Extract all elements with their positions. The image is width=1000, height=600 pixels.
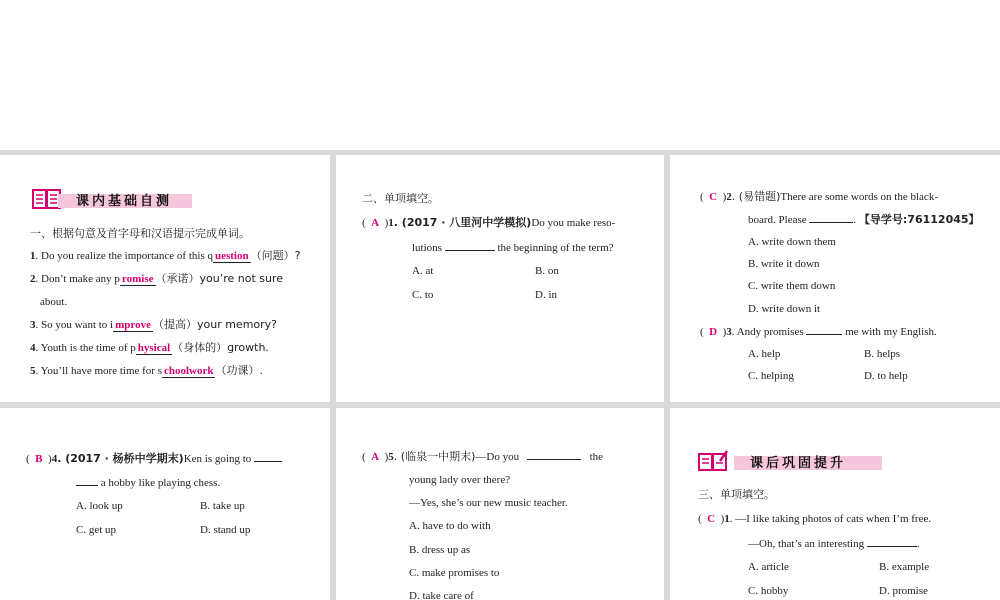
question-number: 3 <box>726 326 732 338</box>
question-text: . —I like taking photos of cats when I’m free. <box>729 513 932 525</box>
question-5 <box>362 449 603 464</box>
item-answer: mprove <box>115 319 151 331</box>
question-text: . <box>916 538 920 550</box>
item-hint: （功课）. <box>215 364 263 377</box>
section-title: 一、根据句意及首字母和汉语提示完成单词。 <box>30 227 250 240</box>
section-header <box>32 188 202 212</box>
option-d: D. stand up <box>200 524 251 536</box>
item-answer: hysical <box>137 342 171 354</box>
item-number: 3 <box>30 319 36 331</box>
item-2 <box>30 272 283 286</box>
question-5-line2: young lady over there? <box>409 474 511 486</box>
answer-blank <box>76 475 98 486</box>
answer-letter: C <box>709 191 718 203</box>
option-b: B. dress up as <box>409 544 471 556</box>
option-c: C. hobby <box>748 585 789 597</box>
question-1 <box>698 512 931 526</box>
panel-choice-3 <box>0 408 330 600</box>
item-answer: uestion <box>214 250 249 262</box>
question-number: 1 <box>724 513 730 525</box>
answer-blank <box>527 449 581 460</box>
item-number: 1 <box>30 250 36 262</box>
item-number: 4 <box>30 342 36 354</box>
answer-letter: B <box>35 453 43 465</box>
question-2 <box>700 190 938 204</box>
option-c: C. to <box>412 289 434 301</box>
option-b: B. helps <box>864 348 901 360</box>
item-hint: （提高）your memory? <box>152 318 278 331</box>
item-hint: （身体的）growth. <box>172 341 269 354</box>
section-title: 三、单项填空。 <box>698 488 775 501</box>
item-answer: romise <box>121 273 154 285</box>
question-text: the <box>589 451 604 463</box>
option-a: A. article <box>748 561 789 573</box>
question-3 <box>700 324 937 339</box>
question-text: There are some words on the black- <box>780 191 938 203</box>
question-source: . (易错题) <box>731 190 781 203</box>
header-title: 课后巩固提升 <box>750 456 847 471</box>
answer-blank <box>445 240 495 251</box>
question-5-line3: —Yes, she’s our new music teacher. <box>409 497 568 509</box>
option-d: D. to help <box>864 370 908 382</box>
paren: ( <box>362 451 366 463</box>
question-text: . Andy promises <box>731 326 804 338</box>
question-number: 4 <box>51 453 58 465</box>
paren: ( <box>700 191 704 203</box>
paren: ) <box>722 326 727 338</box>
item-2-continued: about. <box>40 296 68 308</box>
question-text: . <box>853 214 857 226</box>
question-text: Ken is going to <box>183 453 252 465</box>
option-a: A. help <box>748 348 781 360</box>
question-text: a hobby like playing chess. <box>100 477 221 489</box>
section-title: 二、单项填空。 <box>362 192 439 205</box>
item-text: . Do you realize the importance of this q <box>35 250 213 262</box>
question-2-line2 <box>748 212 980 227</box>
item-4 <box>30 341 269 355</box>
paren: ) <box>48 453 52 465</box>
paren: ) <box>722 191 727 203</box>
answer-blank <box>867 536 917 547</box>
question-text: Do you make reso- <box>531 217 616 229</box>
option-d: D. write down it <box>748 303 821 315</box>
item-text: . Don’t make any p <box>35 273 120 285</box>
option-b: B. example <box>879 561 930 573</box>
answer-blank <box>809 212 853 223</box>
question-text: —Oh, that’s an interesting <box>748 538 865 550</box>
question-source: . (临泉一中期末) <box>393 450 476 463</box>
paren: ) <box>384 451 389 463</box>
paren: ( <box>700 326 704 338</box>
option-c: C. helping <box>748 370 794 382</box>
option-c: C. write them down <box>748 280 836 292</box>
item-text: . So you want to i <box>35 319 114 331</box>
option-d: D. in <box>535 289 557 301</box>
question-number: 2 <box>726 191 732 203</box>
item-text: . You’ll have more time for s <box>35 365 162 377</box>
option-b: B. on <box>535 265 559 277</box>
answer-letter: A <box>371 217 380 229</box>
section-header <box>698 450 898 474</box>
option-a: A. look up <box>76 500 123 512</box>
panel-choice-2 <box>670 155 1000 402</box>
option-c: C. get up <box>76 524 117 536</box>
paren: ( <box>26 453 30 465</box>
option-d: D. promise <box>879 585 928 597</box>
question-source: . (2017 · 杨桥中学期末) <box>57 452 184 465</box>
item-text: . Youth is the time of p <box>35 342 136 354</box>
question-text: me with my English. <box>845 326 937 338</box>
question-number: 5 <box>388 451 394 463</box>
question-1-line2 <box>748 536 920 551</box>
paren: ( <box>698 513 702 525</box>
item-number: 5 <box>30 365 36 377</box>
question-4 <box>26 451 282 466</box>
answer-blank <box>254 451 282 462</box>
item-3 <box>30 318 277 332</box>
question-number: 1 <box>388 217 394 229</box>
book-pen-icon <box>698 450 728 472</box>
panel-choice-4 <box>336 408 664 600</box>
answer-letter: A <box>371 451 380 463</box>
item-hint: （问题）? <box>250 249 301 262</box>
header-title: 课内基础自测 <box>76 194 173 209</box>
question-4-line2 <box>76 475 220 490</box>
option-a: A. have to do with <box>409 520 491 532</box>
answer-blank <box>806 324 842 335</box>
option-b: B. write it down <box>748 258 820 270</box>
question-text: the beginning of the term? <box>497 242 614 254</box>
option-a: A. at <box>412 265 434 277</box>
question-text: lutions <box>412 242 442 254</box>
question-1-line2 <box>412 240 614 255</box>
question-1 <box>362 216 615 230</box>
panel-choice-1 <box>336 155 664 402</box>
answer-letter: C <box>707 513 716 525</box>
panel-basic-test <box>0 155 330 402</box>
option-c: C. make promises to <box>409 567 500 579</box>
paren: ) <box>720 513 725 525</box>
option-d: D. take care of <box>409 590 474 600</box>
item-hint: （承诺）you’re not sure <box>155 272 284 285</box>
option-a: A. write down them <box>748 236 836 248</box>
item-5 <box>30 364 263 378</box>
question-text: board. Please <box>748 214 807 226</box>
paren: ) <box>384 217 389 229</box>
item-answer: choolwork <box>163 365 214 377</box>
item-number: 2 <box>30 273 36 285</box>
item-1 <box>30 249 300 263</box>
answer-letter: D <box>709 326 718 338</box>
panel-after-class <box>670 408 1000 600</box>
guide-number-tag: 【导学号:76112045】 <box>858 213 980 226</box>
option-b: B. take up <box>200 500 245 512</box>
question-source: . (2017 · 八里河中学模拟) <box>393 216 532 229</box>
paren: ( <box>362 217 366 229</box>
question-text: —Do you <box>475 451 520 463</box>
